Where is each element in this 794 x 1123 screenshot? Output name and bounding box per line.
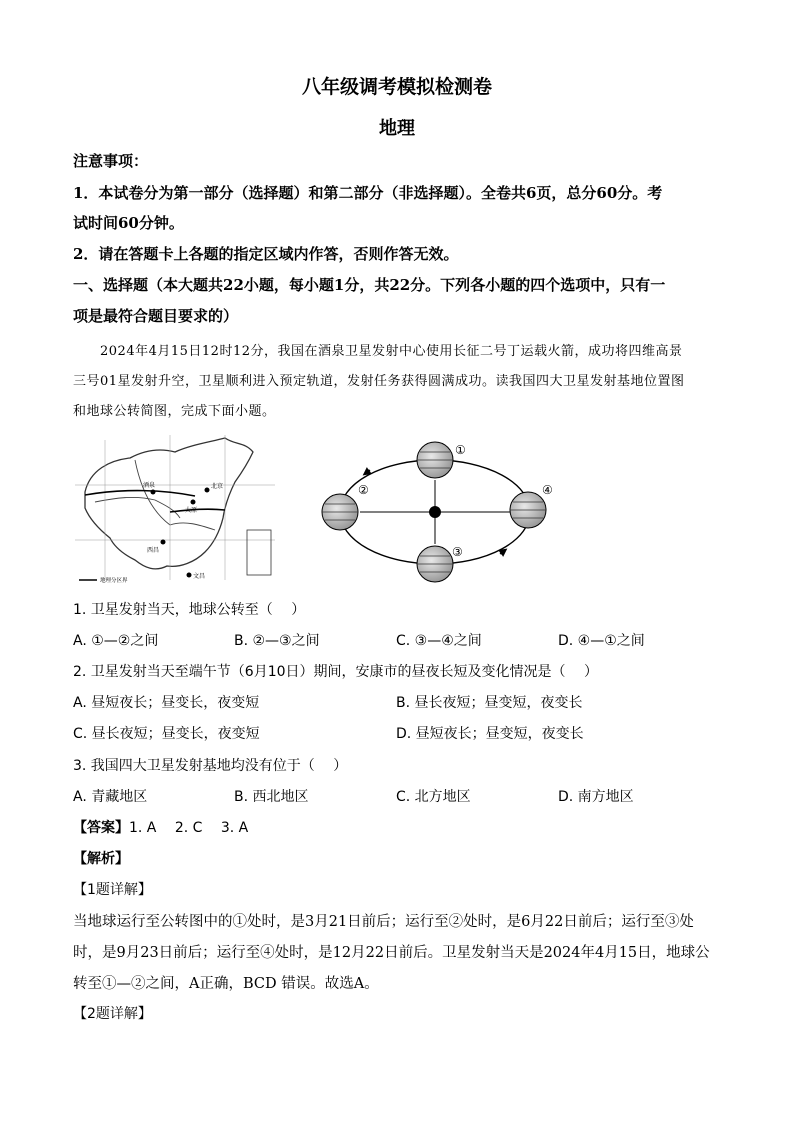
q2-option-c: C. 昼长夜短；昼变长，夜变短: [73, 726, 260, 742]
map-legend-boundary: 地理分区界: [100, 578, 128, 584]
passage-line-1: 2024年4月15日12时12分，我国在酒泉卫星发射中心使用长征二号丁运载火箭，成功将四维高景: [100, 344, 683, 359]
q3-option-c: C. 北方地区: [396, 789, 471, 805]
marker-3: ③: [452, 545, 463, 559]
note-item-1: 1．本试卷分为第一部分（选择题）和第二部分（非选择题）。全卷共6页，总分60分。考: [73, 184, 663, 202]
q1-detail-line-3: 转至①—②之间，A正确，BCD 错误。故选A。: [73, 976, 379, 992]
marker-1: ①: [455, 443, 466, 457]
map-label-taiyuan: 太原: [185, 507, 198, 514]
xichang-site: [161, 540, 166, 545]
passage-line-2: 三号01星发射升空，卫星顺利进入预定轨道，发射任务获得圆满成功。读我国四大卫星发射基地位置图: [73, 374, 685, 389]
q3-option-a: A. 青藏地区: [73, 789, 148, 805]
q2-option-d: D. 昼短夜长；昼变短，夜变长: [396, 726, 584, 742]
beijing-site: [205, 488, 210, 493]
notes-heading: 注意事项：: [73, 152, 149, 170]
q1-option-a: A. ①—②之间: [73, 633, 159, 649]
map-label-wenchang: 文昌: [193, 573, 206, 580]
analysis-label: 【解析】: [73, 851, 129, 867]
answer-label: 【答案】: [73, 820, 129, 836]
china-launch-sites-map: [75, 430, 275, 585]
q1-option-c: C. ③—④之间: [396, 633, 482, 649]
q3-option-b: B. 西北地区: [234, 789, 309, 805]
question-3-stem: 3. 我国四大卫星发射基地均没有位于（ ）: [73, 758, 348, 774]
map-label-beijing: 北京: [211, 483, 224, 490]
wenchang-site: [187, 573, 192, 578]
q1-option-b: B. ②—③之间: [234, 633, 320, 649]
section-heading: 一、选择题（本大题共22小题，每小题1分，共22分。下列各小题的四个选项中，只有一: [73, 276, 666, 294]
answer-value: 1. A 2. C 3. A: [129, 820, 249, 836]
q2-detail-heading: 【2题详解】: [73, 1006, 152, 1022]
jiuquan-site: [151, 490, 156, 495]
q2-option-b: B. 昼长夜短；昼变短，夜变长: [396, 695, 583, 711]
map-label-jiuquan: 酒泉: [143, 482, 156, 489]
earth-revolution-diagram: [310, 432, 560, 587]
earth-position-2: [322, 483, 369, 530]
note-item-1-cont: 试时间60分钟。: [73, 214, 184, 232]
map-label-xichang: 西昌: [147, 547, 160, 554]
q1-detail-line-1: 当地球运行至公转图中的①处时，是3月21日前后；运行至②处时，是6月22日前后；运行至③处: [73, 914, 694, 930]
section-heading-cont: 项是最符合题目要求的）: [73, 307, 239, 325]
sun: [429, 506, 441, 518]
note-item-2: 2．请在答题卡上各题的指定区域内作答，否则作答无效。: [73, 245, 459, 263]
subject-title: 地理: [379, 118, 415, 139]
q1-detail-heading: 【1题详解】: [73, 882, 152, 898]
marker-2: ②: [358, 483, 369, 497]
passage-line-3: 和地球公转简图，完成下面小题。: [73, 404, 276, 419]
q2-option-a: A. 昼短夜长；昼变长，夜变短: [73, 695, 260, 711]
marker-4: ④: [542, 483, 553, 497]
earth-position-4: [510, 483, 553, 528]
taiyuan-site: [191, 500, 196, 505]
earth-position-1: [417, 442, 466, 478]
q1-detail-line-2: 时，是9月23日前后；运行至④处时，是12月22日前后。卫星发射当天是2024年4月15日，地球公: [73, 945, 710, 961]
answer-line: [73, 817, 248, 837]
q1-option-d: D. ④—①之间: [558, 633, 645, 649]
question-2-stem: 2. 卫星发射当天至端午节（6月10日）期间，安康市的昼夜长短及变化情况是（ ）: [73, 664, 598, 680]
question-1-stem: 1. 卫星发射当天，地球公转至（ ）: [73, 602, 306, 618]
exam-title: 八年级调考模拟检测卷: [301, 76, 492, 98]
q3-option-d: D. 南方地区: [558, 789, 634, 805]
